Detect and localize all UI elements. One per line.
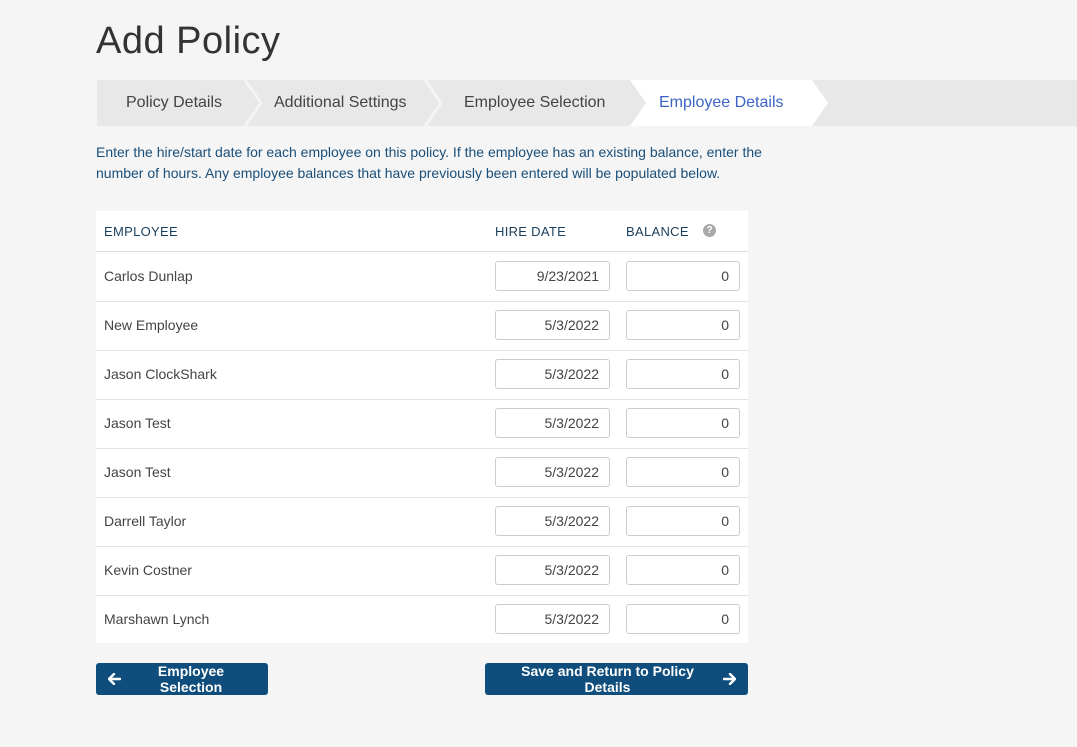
- instructions-line-2: number of hours. Any employee balances that have previously been entered will be populated below.: [96, 165, 721, 181]
- hire-date-input[interactable]: [495, 555, 610, 585]
- table-row: [96, 301, 748, 351]
- save-and-return-button[interactable]: [485, 663, 748, 695]
- balance-input[interactable]: [626, 457, 740, 487]
- header-balance: BALANCE: [626, 224, 689, 239]
- balance-input[interactable]: [626, 310, 740, 340]
- table-header: [96, 211, 748, 252]
- step-separator: [423, 80, 443, 126]
- step-additional-settings[interactable]: Additional Settings: [274, 94, 407, 111]
- employee-name: Marshawn Lynch: [104, 611, 210, 627]
- balance-input[interactable]: [626, 604, 740, 634]
- question-circle-icon[interactable]: ?: [703, 224, 716, 237]
- arrow-left-icon: [108, 673, 121, 685]
- hire-date-input[interactable]: [495, 408, 610, 438]
- hire-date-input[interactable]: [495, 261, 610, 291]
- employee-details-table: [96, 211, 748, 643]
- balance-input[interactable]: [626, 261, 740, 291]
- instructions-line-1: Enter the hire/start date for each employee on this policy. If the employee has an existing balance, enter the: [96, 144, 762, 160]
- employee-name: Darrell Taylor: [104, 513, 187, 529]
- back-button-label: Employee Selection: [157, 663, 225, 695]
- employee-name: New Employee: [104, 317, 199, 333]
- balance-input[interactable]: [626, 555, 740, 585]
- back-to-employee-selection-button[interactable]: [96, 663, 268, 695]
- hire-date-input[interactable]: [495, 506, 610, 536]
- balance-input[interactable]: [626, 359, 740, 389]
- balance-input[interactable]: [626, 506, 740, 536]
- hire-date-input[interactable]: [495, 310, 610, 340]
- wizard-steps: [97, 80, 1077, 126]
- header-employee: EMPLOYEE: [104, 224, 178, 239]
- hire-date-input[interactable]: [495, 457, 610, 487]
- employee-name: Kevin Costner: [104, 562, 192, 578]
- employee-name: Jason ClockShark: [104, 366, 217, 382]
- header-hire-date: HIRE DATE: [495, 224, 567, 239]
- table-row: [96, 497, 748, 547]
- save-button-label: Save and Return to Policy Details: [521, 663, 694, 695]
- step-employee-selection[interactable]: Employee Selection: [464, 94, 606, 111]
- step-policy-details[interactable]: Policy Details: [126, 94, 223, 111]
- table-row: [96, 595, 748, 644]
- employee-name: Jason Test: [104, 415, 171, 431]
- hire-date-input[interactable]: [495, 359, 610, 389]
- employee-name: Jason Test: [104, 464, 171, 480]
- table-row: [96, 546, 748, 596]
- hire-date-input[interactable]: [495, 604, 610, 634]
- step-employee-details[interactable]: Employee Details: [659, 94, 784, 111]
- step-separator: [243, 80, 263, 126]
- page-title: Add Policy: [96, 20, 281, 62]
- table-row: [96, 448, 748, 498]
- balance-input[interactable]: [626, 408, 740, 438]
- arrow-right-icon: [723, 673, 736, 685]
- instructions-text: [96, 142, 856, 184]
- table-row: [96, 252, 748, 302]
- table-row: [96, 399, 748, 449]
- table-row: [96, 350, 748, 400]
- employee-name: Carlos Dunlap: [104, 268, 193, 284]
